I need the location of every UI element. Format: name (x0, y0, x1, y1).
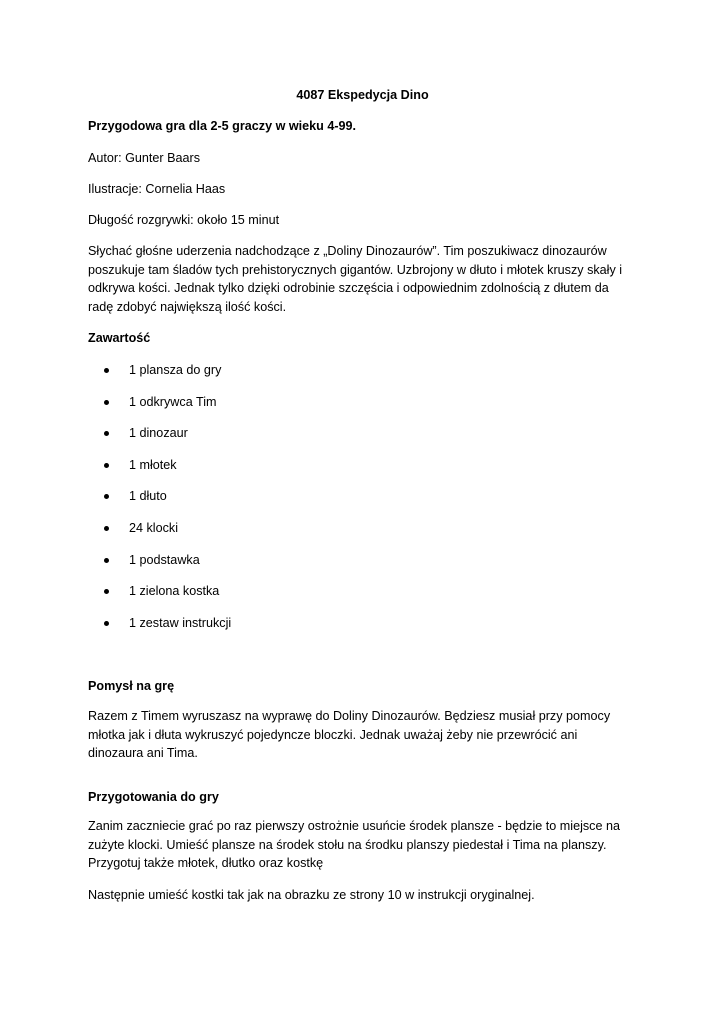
list-item-label: 1 dłuto (129, 489, 167, 503)
list-item-label: 1 odkrywca Tim (129, 395, 217, 409)
list-item-label: 1 plansza do gry (129, 363, 222, 377)
author-line: Autor: Gunter Baars (88, 151, 200, 165)
illustrations-line: Ilustracje: Cornelia Haas (88, 182, 226, 196)
list-item-label: 1 zielona kostka (129, 584, 220, 598)
bullet-icon (104, 431, 109, 436)
bullet-icon (104, 368, 109, 373)
bullet-icon (104, 526, 109, 531)
list-item-label: 1 dinozaur (129, 426, 188, 440)
bullet-icon (104, 558, 109, 563)
setup-paragraph: Zanim zaczniecie grać po raz pierwszy ostrożnie usuńcie środek plansze - będzie to miejsce na zużyte klocki. Umieść plansze na środek stołu na środku planszy piedestał i Tima na planszy. Przygotuj także młotek, dłutko oraz kostkę (88, 819, 620, 870)
setup-paragraph-2: Następnie umieść kostki tak jak na obrazku ze strony 10 w instrukcji oryginalnej. (88, 888, 535, 902)
bullet-icon (104, 400, 109, 405)
idea-paragraph: Razem z Timem wyruszasz na wyprawę do Doliny Dinozaurów. Będziesz musiał przy pomocy młotka jak i dłuta wykruszyć pojedyncze bloczki. Jednak uważaj żeby nie przewrócić ani dinozaura ani Tima. (88, 709, 611, 760)
bullet-icon (104, 589, 109, 594)
document-title: 4087 Ekspedycja Dino (296, 88, 429, 102)
list-item-label: 1 młotek (129, 458, 177, 472)
bullet-icon (104, 621, 109, 626)
bullet-icon (104, 463, 109, 468)
intro-paragraph: Słychać głośne uderzenia nadchodzące z „Doliny Dinozaurów”. Tim poszukiwacz dinozaurów poszukuje tam śladów tych prehistorycznych gigantów. Uzbrojony w dłuto i młotek kruszy skały i odkrywa kości. Jednak tylko dzięki odrobinie szczęścia i odpowiednim zdolnością z dłutem da radę zdobyć największą ilość kości. (88, 244, 623, 314)
bullet-icon (104, 494, 109, 499)
list-item-label: 24 klocki (129, 521, 178, 535)
setup-heading: Przygotowania do gry (88, 790, 219, 804)
list-item-label: 1 podstawka (129, 553, 200, 567)
duration-line: Długość rozgrywki: około 15 minut (88, 213, 280, 227)
list-item-label: 1 zestaw instrukcji (129, 616, 232, 630)
idea-heading: Pomysł na grę (88, 679, 175, 693)
game-subtitle: Przygodowa gra dla 2-5 graczy w wieku 4-99. (88, 119, 357, 133)
contents-heading: Zawartość (88, 331, 151, 345)
